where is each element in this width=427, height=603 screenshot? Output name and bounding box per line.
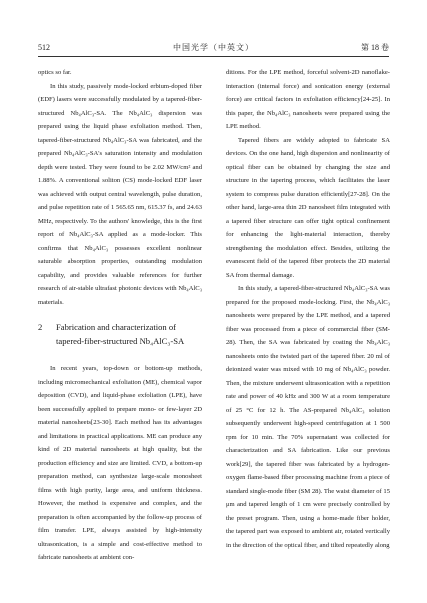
running-header	[38, 40, 389, 57]
paragraph: In this study, a tapered-fiber-structured Nb₄AlC₃-SA was prepared for the proposed mode-locking. First, the Nb₄AlC₃ nanosheets were prepared by the LPE method, and a tapered fiber was processed from a piece of commercial fiber (SM-28). Then, the SA was fabricated by coating the Nb₄AlC₃ nanosheets onto the twisted part of the tapered fiber. 20 ml of deionized water was mixed with 10 mg of Nb₄AlC₃ powder. Then, the mixture underwent ultrasonication with a repetition rate and power of 40 kHz and 300 W at a room temperature of 25 °C for 12 h. The AS-prepared Nb₄AlC₃ solution subsequently underwent high-speed centrifugation at 1 500 rpm for 10 min. The 70% supernatant was collected for characterization and SA fabrication. Like our previous work[29], the tapered fiber was fabricated by a hydrogen-oxygen flame-based fiber processing machine from a piece of standard single-mode fiber (SM 28). The waist diameter of 15 μm and tapered length of 1 cm were precisely controlled by the preset program. Then, using a home-made fiber holder, the tapered part was exposed to ambient air, rotated vertically in the direction of the optical fiber, and tilted repeatedly along	[226, 285, 390, 549]
right-column	[226, 66, 390, 552]
paragraph: Tapered fibers are widely adopted to fabricate SA devices. On the one hand, high dispersion and nonlinearity of optical fiber can be obtained by changing the size and structure in the tapering process, which facilitates the laser system to compress pulse duration efficiently[27-28]. On the other hand, large-area thin 2D nanosheet film integrated with a tapered fiber structure can offer tight optical confinement for enhancing the light-material interaction, thereby strengthening the modulation effect. Besides, utilizing the evanescent field of the tapered fiber protects the 2D material SA from thermal damage.	[226, 136, 390, 279]
paragraph: In this study, passively mode-locked erbium-doped fiber (EDF) lasers were successfully modulated by a tapered-fiber-structured Nb₄AlC₃-SA. The Nb₄AlC₃ dispersion was prepared using the liquid phase exfoliation method. Then, tapered-fiber-structured Nb₄AlC₃-SA was fabricated, and the prepared Nb₄AlC₃-SA's saturation intensity and modulation depth were tested. They were found to be 2.02 MW/cm² and 1.88%. A conventional soliton (CS) mode-locked EDF laser was achieved with output central wavelength, pulse duration, and pulse repetition rate of 1 565.65 nm, 615.37 fs, and 24.63 MHz, respectively. To the authors' knowledge, this is the first report of Nb₄AlC₃-SA applied as a mode-locker. This confirms that Nb₄AlC₃ possesses excellent nonlinear saturable absorption properties, outstanding modulation capability, and provides valuable references for further research of air-stable ultrafast photonic devices with Nb₄AlC₃ materials.	[38, 82, 202, 306]
left-column	[38, 66, 202, 565]
volume-label: 第 18 卷	[361, 43, 389, 52]
page-number: 512	[38, 43, 50, 52]
section-number: 2	[38, 322, 43, 332]
section-heading	[38, 321, 202, 348]
section-title: Fabrication and characterization of tapered-fiber-structured Nb₄AlC₃-SA	[56, 322, 185, 346]
paragraph: optics so far.	[38, 69, 72, 76]
paragraph: In recent years, top-down or bottom-up methods, including micromechanical exfoliation (ME), chemical vapor deposition (CVD), and liquid-phase exfoliation (LPE), have been successfully applied to prepare mono- or few-layer 2D material nanosheets[23-30]. Each method has its advantages and limitations in practical applications. ME can produce any kind of 2D material nanosheets at high quality, but the production efficiency and size are limited. CVD, a bottom-up preparation method, can synthesize large-scale monosheet films with high purity, large area, and uniform thickness. However, the method is expensive and complex, and the preparation is often accompanied by the follow-up process of film transfer. LPE, always assisted by high-intensity ultrasonication, is a simple and cost-effective method to fabricate nanosheets at ambient con-	[38, 365, 202, 561]
journal-title: 中国光学（中英文）	[173, 43, 254, 52]
paragraph: ditions. For the LPE method, forceful solvent-2D nanoflake-interaction (internal force) and sonication energy (external force) are critical factors in exfoliation efficiency[24-25]. In this paper, the Nb₄AlC₃ nanosheets were prepared using the LPE method.	[226, 69, 390, 130]
